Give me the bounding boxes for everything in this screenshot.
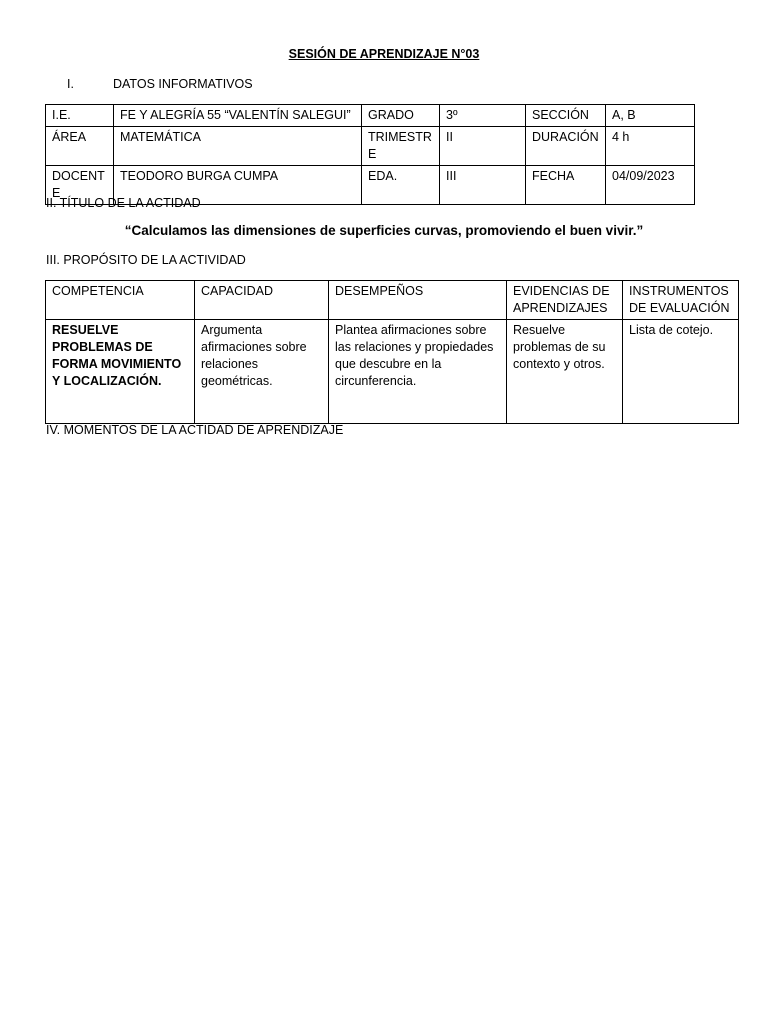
info-cell: 4 h bbox=[606, 127, 695, 166]
header-cell: INSTRUMENTOS DE EVALUACIÓN bbox=[623, 281, 739, 320]
activity-title: “Calculamos las dimensiones de superficies curvas, promoviendo el buen vivir.” bbox=[124, 223, 644, 238]
evidencias-cell: Resuelve problemas de su contexto y otros. bbox=[507, 320, 623, 424]
info-cell: 3º bbox=[440, 105, 526, 127]
info-cell: III bbox=[440, 166, 526, 205]
section-number: I. bbox=[67, 77, 74, 91]
info-cell: TRIMESTRE bbox=[362, 127, 440, 166]
info-cell: I.E. bbox=[46, 105, 114, 127]
section-titulo-heading: II. TÍTULO DE LA ACTIDAD bbox=[46, 196, 201, 210]
info-cell: FE Y ALEGRÍA 55 “VALENTÍN SALEGUI” bbox=[114, 105, 362, 127]
info-cell: EDA. bbox=[362, 166, 440, 205]
info-cell: DURACIÓN bbox=[526, 127, 606, 166]
header-cell: DESEMPEÑOS bbox=[329, 281, 507, 320]
info-row bbox=[46, 105, 695, 127]
section-momentos-heading: IV. MOMENTOS DE LA ACTIDAD DE APRENDIZAJE bbox=[46, 423, 344, 437]
info-cell: MATEMÁTICA bbox=[114, 127, 362, 166]
document-title: SESIÓN DE APRENDIZAJE N°03 bbox=[288, 47, 480, 61]
info-cell: GRADO bbox=[362, 105, 440, 127]
section-proposito-heading: III. PROPÓSITO DE LA ACTIVIDAD bbox=[46, 253, 246, 267]
section-label: DATOS INFORMATIVOS bbox=[113, 77, 253, 91]
header-cell: COMPETENCIA bbox=[46, 281, 195, 320]
instrumentos-cell: Lista de cotejo. bbox=[623, 320, 739, 424]
purpose-header-row bbox=[46, 281, 739, 320]
competencia-cell: RESUELVE PROBLEMAS DE FORMA MOVIMIENTO Y LOCALIZACIÓN. bbox=[46, 320, 195, 424]
info-cell: A, B bbox=[606, 105, 695, 127]
section-datos-informativos bbox=[67, 77, 253, 91]
purpose-row bbox=[46, 320, 739, 424]
purpose-table bbox=[45, 280, 739, 424]
info-cell: 04/09/2023 bbox=[606, 166, 695, 205]
desempenos-cell: Plantea afirmaciones sobre las relaciones y propiedades que descubre en la circunferencia. bbox=[329, 320, 507, 424]
info-table bbox=[45, 104, 695, 205]
info-cell: TEODORO BURGA CUMPA bbox=[114, 166, 362, 205]
header-cell: CAPACIDAD bbox=[195, 281, 329, 320]
info-cell: FECHA bbox=[526, 166, 606, 205]
info-cell: II bbox=[440, 127, 526, 166]
info-row bbox=[46, 127, 695, 166]
info-cell: DOCENTE bbox=[46, 166, 114, 205]
header-cell: EVIDENCIAS DE APRENDIZAJES bbox=[507, 281, 623, 320]
capacidad-cell: Argumenta afirmaciones sobre relaciones geométricas. bbox=[195, 320, 329, 424]
info-cell: ÁREA bbox=[46, 127, 114, 166]
info-cell: SECCIÓN bbox=[526, 105, 606, 127]
